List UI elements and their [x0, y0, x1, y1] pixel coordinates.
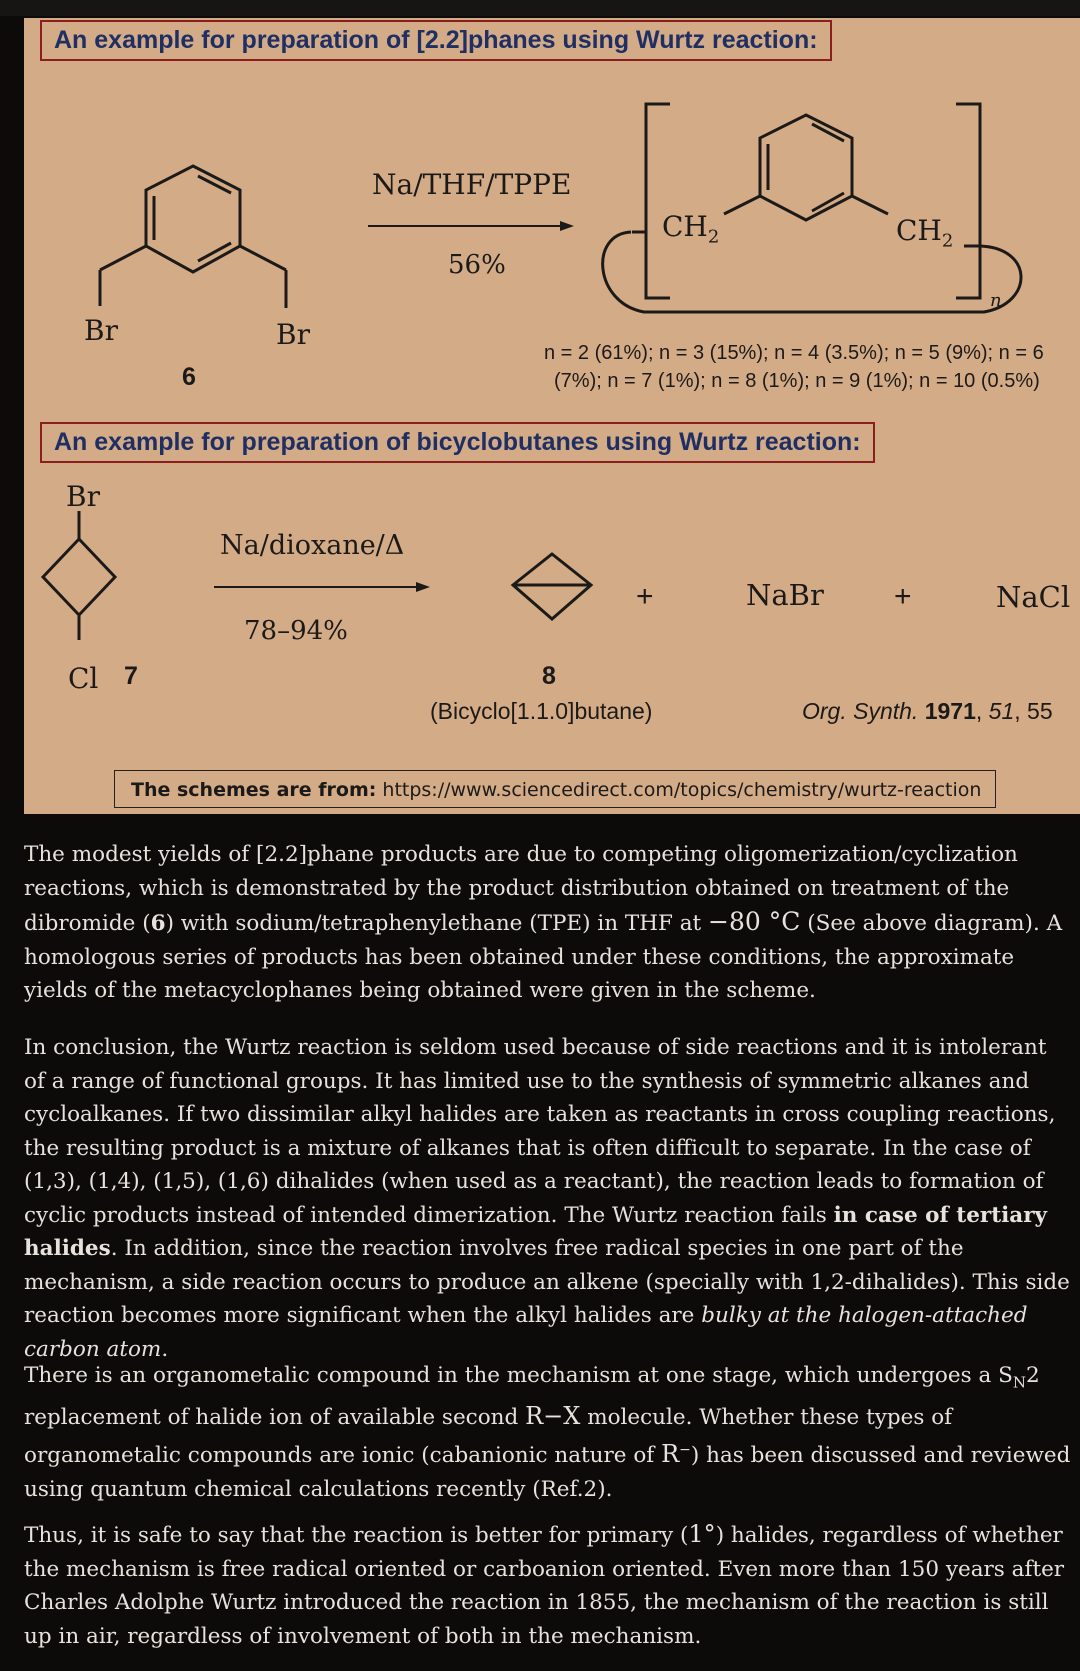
- reference-journal: Org. Synth.: [802, 698, 919, 724]
- p3-text-c: molecule. Whether these types of organometalic compounds are ionic (cabanionic nature of: [24, 1404, 953, 1469]
- distribution-line-2: (7%); n = 7 (1%); n = 8 (1%); n = 9 (1%); n = 10 (0.5%): [554, 370, 1040, 392]
- bicyclobutane-structure: [513, 554, 591, 619]
- p2-text-a: In conclusion, the Wurtz reaction is seldom used because of side reactions and it is intolerant of a range of functional groups. It has limited use to the synthesis of symmetric alkanes and cycloalkanes. If two dissimilar alkyl halides are taken as reactants in cross coupling reactions, the resulting product is a mixture of alkanes that is often difficult to separate. In the case of (1,3), (1,4), (1,5), (1,6) dihalides (when used as a reactant), the reaction leads to formation of cyclic products instead of intended dimerization. The Wurtz reaction fails: [24, 1035, 1056, 1228]
- compound-8-label: 8: [542, 662, 556, 690]
- scheme1-heading: An example for preparation of [2.2]phanes using Wurtz reaction:: [40, 20, 832, 61]
- scheme-figure: [24, 18, 1080, 814]
- p4-degree: 1°: [688, 1520, 716, 1548]
- plus-sign-2: +: [894, 580, 912, 613]
- dihalide-cyclobutane-structure: [43, 511, 115, 640]
- ch2-right: [896, 214, 953, 252]
- bicyclobutane-name: (Bicyclo[1.1.0]butane): [430, 698, 653, 724]
- source-box: [114, 770, 996, 808]
- source-label: The schemes are from:: [131, 779, 377, 801]
- ch-text-left: CH: [662, 210, 708, 243]
- reference-volume: 51: [988, 698, 1015, 724]
- scheme2-heading: An example for preparation of bicyclobutanes using Wurtz reaction:: [40, 422, 875, 463]
- distribution-line-1: n = 2 (61%); n = 3 (15%); n = 4 (3.5%); n = 5 (9%); n = 6: [544, 342, 1044, 364]
- paragraph-3: [24, 1359, 1074, 1506]
- reference-page: 55: [1027, 698, 1053, 724]
- p3-text-b: 2 replacement of halide ion of available second: [24, 1363, 1040, 1430]
- yield-56: 56%: [448, 250, 506, 280]
- p3-text-d: ) has been discussed and reviewed using quantum chemical calculations recently (Ref.2).: [24, 1443, 1071, 1502]
- yield-78-94: 78–94%: [244, 616, 348, 646]
- bromine-right: Br: [276, 318, 310, 351]
- ch2-left: [662, 210, 719, 248]
- p3-rx: R−X: [525, 1401, 581, 1430]
- reference-year: 1971: [924, 698, 976, 724]
- paragraph-4: [24, 1518, 1074, 1653]
- paragraph-2: [24, 1031, 1074, 1366]
- metacyclophane-structure: [603, 104, 1021, 312]
- p2-bold-tertiary: in case of tertiary halides: [24, 1202, 1048, 1261]
- reagent-na-thf-tppe: Na/THF/TPPE: [372, 168, 572, 201]
- reagent-na-dioxane: Na/dioxane/Δ: [220, 530, 405, 561]
- p1-text-b: ) with sodium/tetraphenylethane (TPE) in THF at: [165, 911, 709, 936]
- chemical-structures: [24, 18, 1080, 814]
- p4-text-b: ) halides, regardless of whether the mechanism is free radical oriented or carboanion oriented. Even more than 150 years after Charles Adolphe Wurtz introduced the reaction in 1855, the mechanism of the reaction is still up in air, regardless of involvement of both in the mechanism.: [24, 1523, 1065, 1649]
- compound-7-label: 7: [124, 662, 138, 690]
- p3-sup-minus: −: [679, 1442, 691, 1459]
- source-url: https://www.sciencedirect.com/topics/chemistry/wurtz-reaction: [382, 779, 982, 801]
- p3-r: R: [661, 1440, 680, 1469]
- reference-citation: Org. Synth. 1971, 51, 55: [802, 698, 1053, 724]
- ch-sub-left: 2: [707, 226, 720, 248]
- nacl-label: NaCl: [996, 580, 1071, 614]
- plus-sign-1: +: [636, 580, 654, 613]
- chlorine-bottom: Cl: [68, 662, 99, 695]
- paragraph-1: [24, 838, 1074, 1008]
- p1-text-a: The modest yields of [2.2]phane products are due to competing oligomerization/cyclization reactions, which is demonstrated by the product distribution obtained on treatment of the dibromide (: [24, 842, 1018, 936]
- dibromide-structure: [100, 166, 286, 308]
- top-bar: [0, 0, 1080, 16]
- nabr-label: NaBr: [746, 578, 824, 612]
- p2-italic-bulky: bulky at the halogen-attached carbon atom: [24, 1303, 1028, 1362]
- p2-text-c: .: [161, 1336, 169, 1362]
- ch-text-right: CH: [896, 214, 942, 247]
- compound-6-label: 6: [182, 363, 196, 391]
- p4-text-a: Thus, it is safe to say that the reaction is better for primary (: [24, 1523, 689, 1548]
- p2-text-b: . In addition, since the reaction involves free radical species in one part of the mechanism, a side reaction occurs to produce an alkene (specially with 1,2-dihalides). This side reaction becomes more significant when the alkyl halides are: [24, 1236, 1070, 1328]
- p3-text-a: There is an organometalic compound in the mechanism at one stage, which undergoes a S: [24, 1363, 1013, 1388]
- bromine-top: Br: [66, 480, 100, 513]
- p3-sub-n: N: [1012, 1373, 1026, 1392]
- ch-sub-right: 2: [941, 230, 954, 252]
- p1-compound-ref: 6: [150, 911, 166, 936]
- repeat-n: n: [990, 290, 1002, 311]
- bromine-left: Br: [84, 314, 118, 347]
- p1-text-c: (See above diagram). A homologous series of products has been obtained under these conditions, the approximate yields of the metacyclophanes being obtained were given in the scheme.: [24, 911, 1063, 1003]
- p1-temperature: −80 °C: [708, 907, 801, 936]
